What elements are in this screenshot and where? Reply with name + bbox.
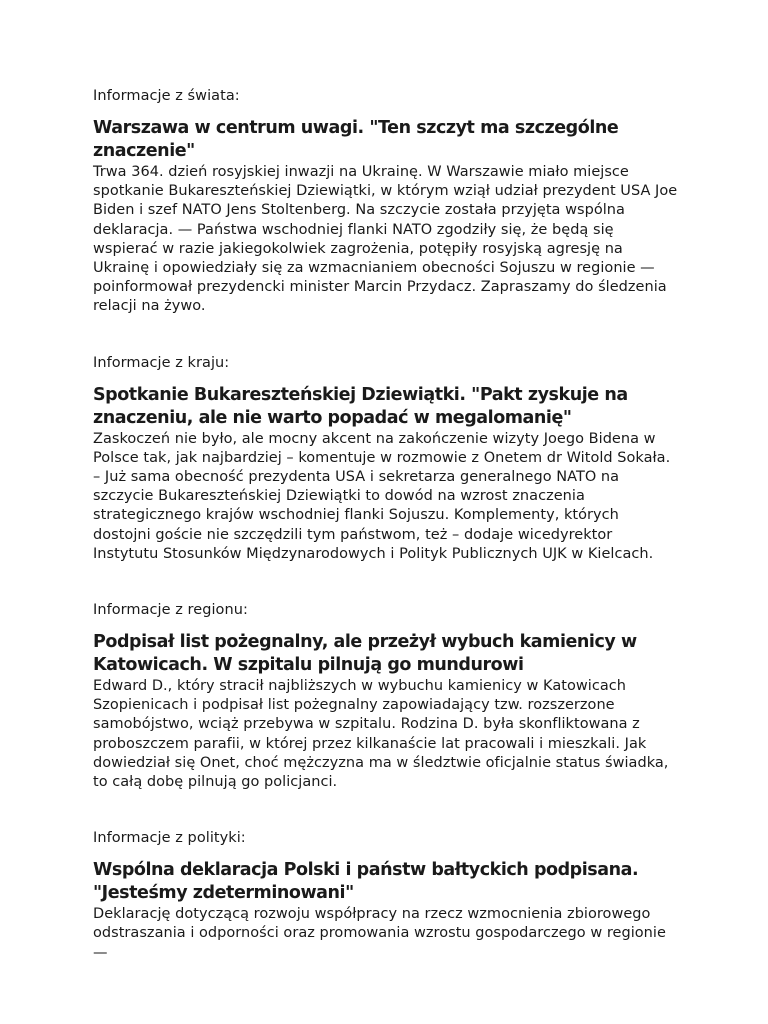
- article-body: Zaskoczeń nie było, ale mocny akcent na zakończenie wizyty Joego Bidena w Polsce tak, jak najbardziej – komentuje w rozmowie z Onetem dr Witold Sokała. – Już sama obecność prezydenta USA i sekretarza generalnego NATO na szczycie Bukaresztеńskiej Dziewiątki to dowód na wzrost znaczenia strategicznego krajów wschodniej flanki Sojuszu. Komplementy, których dostojni goście nie szczędzili tym państwom, też – dodaje wicedyrektor Instytutu Stosunków Międzynarodowych i Polityk Publicznych UJK w Kielcach.: [93, 430, 671, 562]
- section-label: Informacje z świata:: [93, 88, 240, 104]
- section-spacer: [93, 317, 681, 353]
- document-page: [93, 86, 681, 963]
- section-label: Informacje z regionu:: [93, 602, 248, 619]
- section-label: Informacje z polityki:: [93, 830, 246, 847]
- news-section-country: [93, 353, 681, 564]
- article-headline: Spotkanie Bukaresztеńskiej Dziewiątki. "Pakt zyskuje na znaczeniu, ale nie warto popadać w megalomanię": [93, 384, 628, 428]
- article-body: Deklarację dotyczącą rozwoju współpracy na rzecz wzmocnienia zbiorowego odstraszania i odporności oraz promowania wzrostu gospodarczego w regionie —: [93, 906, 666, 961]
- article-body: Edward D., który stracił najbliższych w wybuchu kamienicy w Katowicach Szopienicach i podpisał list pożegnalny zapowiadający tzw. rozszerzone samobójstwo, wciąż przebywa w szpitalu. Rodzina D. była skonfliktowana z proboszczem parafii, w której przez kilkanaście lat pracowali i mieszkali. Jak dowiedział się Onet, choć mężczyzna ma w śledztwie oficjalnie status świadka, to całą dobę pilnują go policjanci.: [93, 678, 669, 791]
- news-section-world: [93, 86, 681, 317]
- news-section-region: [93, 600, 681, 792]
- article-headline: Wspólna deklaracja Polski i państw bałtyckich podpisana. "Jesteśmy zdeterminowani": [93, 860, 639, 904]
- article-headline: Warszawa w centrum uwagi. "Ten szczyt ma szczególne znaczenie": [93, 118, 619, 161]
- section-spacer: [93, 564, 681, 600]
- section-label: Informacje z kraju:: [93, 354, 230, 371]
- article-headline: Podpisał list pożegnalny, ale przeżył wybuch kamienicy w Katowicach. W szpitalu pilnują go mundurowi: [93, 632, 637, 676]
- news-section-politics: [93, 828, 681, 963]
- article-body: Trwa 364. dzień rosyjskiej inwazji na Ukrainę. W Warszawie miało miejsce spotkanie Bukaresztеńskiej Dziewiątki, w którym wziął udział prezydent USA Joe Biden i szef NATO Jens Stoltenberg. Na szczycie została przyjęta wspólna deklaracja. — Państwa wschodniej flanki NATO zgodziły się, że będą się wspierać w razie jakiegokolwiek zagrożenia, potępiły rosyjską agresję na Ukrainę i opowiedziały się za wzmacnianiem obecności Sojuszu w regionie — poinformował prezydencki minister Marcin Przydacz. Zapraszamy do śledzenia relacji na żywo.: [93, 164, 678, 315]
- section-spacer: [93, 792, 681, 828]
